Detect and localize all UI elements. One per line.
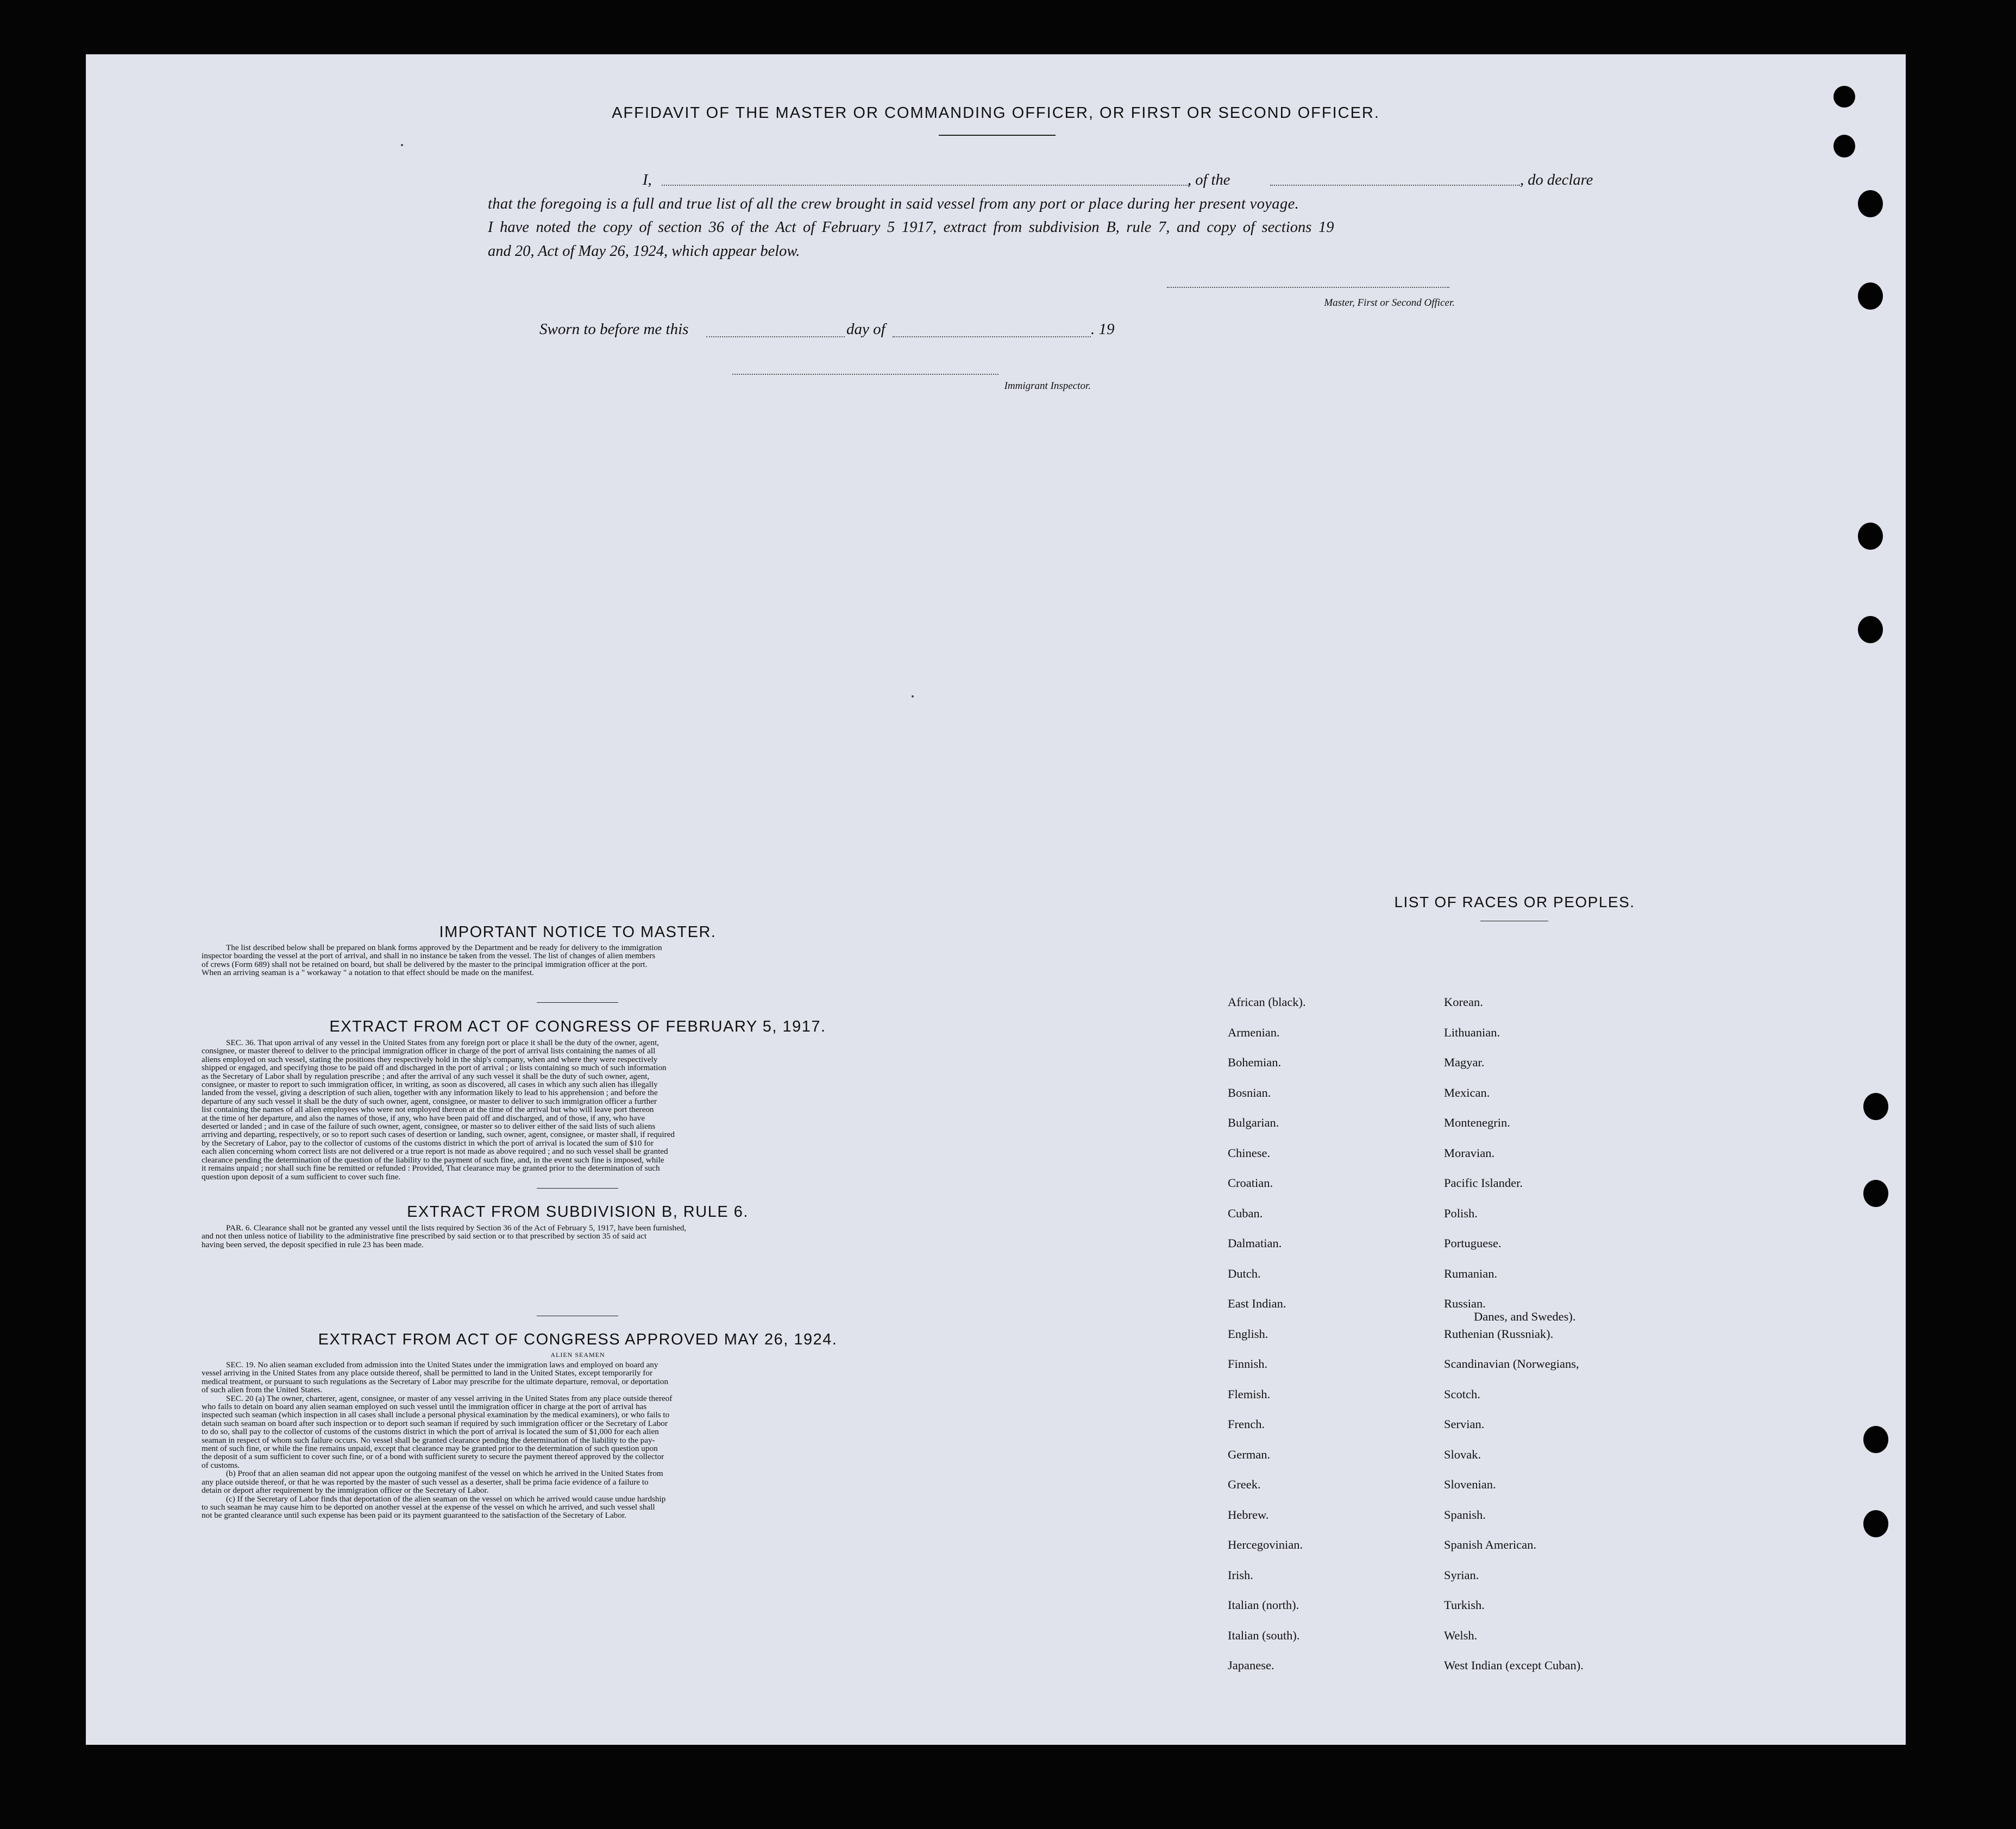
race-item: Irish. bbox=[1228, 1568, 1253, 1582]
race-item: Chinese. bbox=[1228, 1146, 1271, 1160]
punch-hole bbox=[1863, 1093, 1888, 1120]
sworn-prefix: Sworn to before me this bbox=[539, 320, 689, 338]
extract-1924-body: SEC. 19. No alien seaman excluded from admission into the United States under the immigration laws and employed on board any vessel arriving in the United States from any place outside thereof, shall be permitted to land in the United States, except temporarily for medical treatment, or pursuant to such regulations as the Secretary of Labor may prescribe for the ultimate departure, removal, or deportation of such alien from the United States. SEC. 20 (a) The owner, charterer, agent, consignee, or master of any vessel arriving in the United States from any place outside thereof who fails to detain on board any alien seaman employed on such vessel until the immigration officer in charge at the port of arrival has inspected such seaman (which inspection in all cases shall include a personal physical examination by the medical examiners), or who fails to detain such seaman on board after such inspection or to deport such seaman if required by such immigration officer or the Secretary of Labor to do so, shall pay to the collector of customs of the customs district in which the port of arrival is located the sum of $1,000 for each alien seaman in respect of whom such failure occurs. No vessel shall be granted clearance pending the determination of the liability to the pay- ment of such fine, or while the fine remains unpaid, except that clearance may be granted prior to the determination of such question upon the deposit of a sum sufficient to cover such fine, or of a bond with sufficient surety to secure the payment thereof approved by the collector of customs. (b) Proof that an alien seaman did not appear upon the outgoing manifest of the vessel on which he arrived in the United States from any place outside thereof, or that he was reported by the master of such vessel as a deserter, shall be prima facie evidence of a failure to detain or deport after requirement by the immigration officer or the Secretary of Labor. (c) If the Secretary of Labor finds that deportation of the alien seaman on the vessel on which he arrived would cause undue hardship to such seaman he may cause him to be deported on another vessel at the expense of the vessel on which he arrived, and such vessel shall not be granted clearance until such expense has been paid or its payment guaranteed to the satisfaction of the Secretary of Labor. bbox=[202, 1360, 673, 1520]
race-item: Greek. bbox=[1228, 1478, 1261, 1491]
race-item: Scandinavian (Norwegians, bbox=[1444, 1357, 1579, 1371]
race-item: French. bbox=[1228, 1417, 1265, 1431]
affidavit-declaration bbox=[488, 168, 1596, 263]
sworn-month-blank[interactable] bbox=[893, 336, 1091, 337]
inspector-label: Immigrant Inspector. bbox=[1004, 380, 1091, 392]
race-item: Finnish. bbox=[1228, 1357, 1268, 1371]
race-item: Italian (north). bbox=[1228, 1598, 1299, 1612]
race-item: Welsh. bbox=[1444, 1628, 1478, 1642]
race-item: Korean. bbox=[1444, 995, 1483, 1009]
race-item: Servian. bbox=[1444, 1417, 1485, 1431]
punch-hole bbox=[1863, 1180, 1888, 1207]
punch-hole bbox=[1833, 135, 1855, 158]
extract-1924-title: EXTRACT FROM ACT OF CONGRESS APPROVED MAY 26, 1924. bbox=[318, 1331, 838, 1348]
punch-hole bbox=[1858, 190, 1883, 217]
race-item: Bulgarian. bbox=[1228, 1116, 1279, 1129]
declaration-line-2: that the foregoing is a full and true list of all the crew brought in said vessel from any port or place during her present voyage. bbox=[488, 195, 1299, 212]
race-item: Japanese. bbox=[1228, 1658, 1274, 1672]
inspector-signature-line[interactable] bbox=[732, 374, 998, 375]
notice-body: The list described below shall be prepared on blank forms approved by the Department and be ready for delivery to the immigration inspector boarding the vessel at the port of arrival, and shall in no instance be taken from the vessel. The list of changes of alien members of crews (Form 689) shall not be retained on board, but shall be delivered by the master to the principal immigration officer at the port. When an arriving seaman is a " workaway " a notation to that effect should be made on the manifest. bbox=[202, 943, 662, 978]
races-title: LIST OF RACES OR PEOPLES. bbox=[1394, 894, 1635, 910]
punch-hole bbox=[1858, 523, 1883, 550]
race-item: Rumanian. bbox=[1444, 1266, 1498, 1280]
race-item: Russian. bbox=[1444, 1297, 1486, 1310]
race-item: Syrian. bbox=[1444, 1568, 1479, 1582]
race-item: Armenian. bbox=[1228, 1025, 1280, 1039]
declaration-line-1: I, , of the , do declare bbox=[643, 172, 1593, 188]
race-item: Slovak. bbox=[1444, 1447, 1481, 1461]
master-signature-label: Master, First or Second Officer. bbox=[1324, 297, 1455, 309]
extract-1917-divider bbox=[537, 1188, 618, 1189]
race-item: Croatian. bbox=[1228, 1176, 1273, 1190]
punch-hole bbox=[1833, 86, 1855, 108]
sworn-day-of: day of bbox=[846, 320, 885, 338]
race-item: Polish. bbox=[1444, 1206, 1478, 1220]
race-item: African (black). bbox=[1228, 995, 1306, 1009]
race-item: Lithuanian. bbox=[1444, 1025, 1500, 1039]
race-item: Hebrew. bbox=[1228, 1507, 1269, 1522]
sworn-day-blank[interactable] bbox=[706, 336, 845, 337]
punch-hole bbox=[1863, 1510, 1888, 1537]
extract-1917-title: EXTRACT FROM ACT OF CONGRESS OF FEBRUARY 5, 1917. bbox=[329, 1018, 826, 1035]
race-item: English. bbox=[1228, 1327, 1268, 1341]
race-item: Scotch. bbox=[1444, 1387, 1480, 1401]
race-item: Cuban. bbox=[1228, 1206, 1263, 1220]
punch-hole bbox=[1858, 616, 1883, 643]
notice-divider bbox=[537, 1002, 618, 1003]
declaration-line-3: I have noted the copy of section 36 of the Act of February 5 1917, extract from subdivision B, rule 7, and copy of sections 19 bbox=[488, 219, 1334, 236]
name-blank[interactable] bbox=[662, 185, 1189, 186]
race-item: Flemish. bbox=[1228, 1387, 1271, 1401]
race-item: Spanish. bbox=[1444, 1507, 1486, 1522]
race-item: Moravian. bbox=[1444, 1146, 1495, 1160]
scan-speck bbox=[401, 144, 403, 146]
race-item: Turkish. bbox=[1444, 1598, 1485, 1612]
rule6-title: EXTRACT FROM SUBDIVISION B, RULE 6. bbox=[407, 1203, 749, 1221]
extract-1924-subtitle: ALIEN SEAMEN bbox=[550, 1351, 605, 1359]
race-item: Dutch. bbox=[1228, 1266, 1261, 1280]
extract-1917-body: SEC. 36. That upon arrival of any vessel in the United States from any foreign port or place it shall be the duty of the owner, agent, consignee, or master thereof to deliver to the principal immigration officer in charge of the port of arrival lists containing the names of all aliens employed on such vessel, stating the positions they respectively hold in the ship's company, when and where they were respectively shipped or engaged, and specifying those to be paid off and discharged in the port of arrival ; or lists containing so much of such information as the Secretary of Labor shall by regulation prescribe ; and after the arrival of any such vessel it shall be the duty of such owner, agent, consignee, or master to report to such immigration officer, in writing, as soon as discovered, all cases in which any such alien has illegally landed from the vessel, giving a description of such alien, together with any information likely to lead to his apprehension ; and before the departure of any such vessel it shall be the duty of such owner, agent, consignee, or master to deliver to such immigration officer a further list containing the names of all alien employees who were not employed thereon at the time of the arrival but who will leave port thereon at the time of her departure, and also the names of those, if any, who have been paid off and discharged, and of those, if any, who have deserted or landed ; and in case of the failure of such owner, agent, consignee, or master so to deliver either of the said lists of such aliens arriving and departing, respectively, or so to report such cases of desertion or landing, such owner, agent, consignee, or master shall, if required by the Secretary of Labor, pay to the collector of customs of the customs district in which the port of arrival is located the sum of $10 for each alien concerning whom correct lists are not delivered or a true report is not made as above required ; and no such vessel shall be granted clearance pending the determination of the question of the liability to the payment of such fine, and, in the event such fine is imposed, while it remains unpaid ; nor shall such fine be remitted or refunded : Provided, That clearance may be granted prior to the determination of such question upon deposit of a sum sufficient to cover such fine. bbox=[202, 1038, 675, 1181]
race-item: Bohemian. bbox=[1228, 1055, 1282, 1069]
race-item: Dalmatian. bbox=[1228, 1236, 1282, 1250]
race-item: Bosnian. bbox=[1228, 1085, 1271, 1099]
title-divider bbox=[939, 135, 1056, 136]
rule6-body: PAR. 6. Clearance shall not be granted any vessel until the lists required by Section 36 of the Act of February 5, 1917, have been furnished, and not then unless notice of liability to the administrative fine prescribed by said section or to that prescribed by section 35 of said act having been served, the deposit specified in rule 23 has been made. bbox=[202, 1223, 687, 1249]
race-item: East Indian. bbox=[1228, 1297, 1286, 1310]
race-item: Pacific Islander. bbox=[1444, 1176, 1523, 1190]
notice-title: IMPORTANT NOTICE TO MASTER. bbox=[439, 923, 717, 941]
vessel-blank[interactable] bbox=[1270, 185, 1520, 186]
race-item: West Indian (except Cuban). bbox=[1444, 1658, 1584, 1672]
scan-speck bbox=[912, 695, 914, 697]
race-item: Magyar. bbox=[1444, 1055, 1485, 1069]
race-item: Spanish American. bbox=[1444, 1538, 1536, 1551]
race-item: German. bbox=[1228, 1447, 1271, 1461]
race-item: Montenegrin. bbox=[1444, 1116, 1510, 1129]
master-signature-line[interactable] bbox=[1167, 287, 1449, 288]
sworn-year: . 19 bbox=[1091, 320, 1115, 338]
race-item: Mexican. bbox=[1444, 1085, 1490, 1099]
race-item: Danes, and Swedes). bbox=[1474, 1310, 1576, 1323]
punch-hole bbox=[1858, 282, 1883, 310]
race-item: Ruthenian (Russniak). bbox=[1444, 1327, 1554, 1341]
declaration-line-4: and 20, Act of May 26, 1924, which appear below. bbox=[488, 242, 800, 260]
punch-hole bbox=[1863, 1426, 1888, 1453]
race-item: Slovenian. bbox=[1444, 1478, 1496, 1491]
race-item: Italian (south). bbox=[1228, 1628, 1300, 1642]
affidavit-title: AFFIDAVIT OF THE MASTER OR COMMANDING OFFICER, OR FIRST OR SECOND OFFICER. bbox=[612, 104, 1380, 122]
document-sheet bbox=[86, 54, 1906, 1745]
race-item: Portuguese. bbox=[1444, 1236, 1502, 1250]
race-item: Hercegovinian. bbox=[1228, 1538, 1303, 1551]
